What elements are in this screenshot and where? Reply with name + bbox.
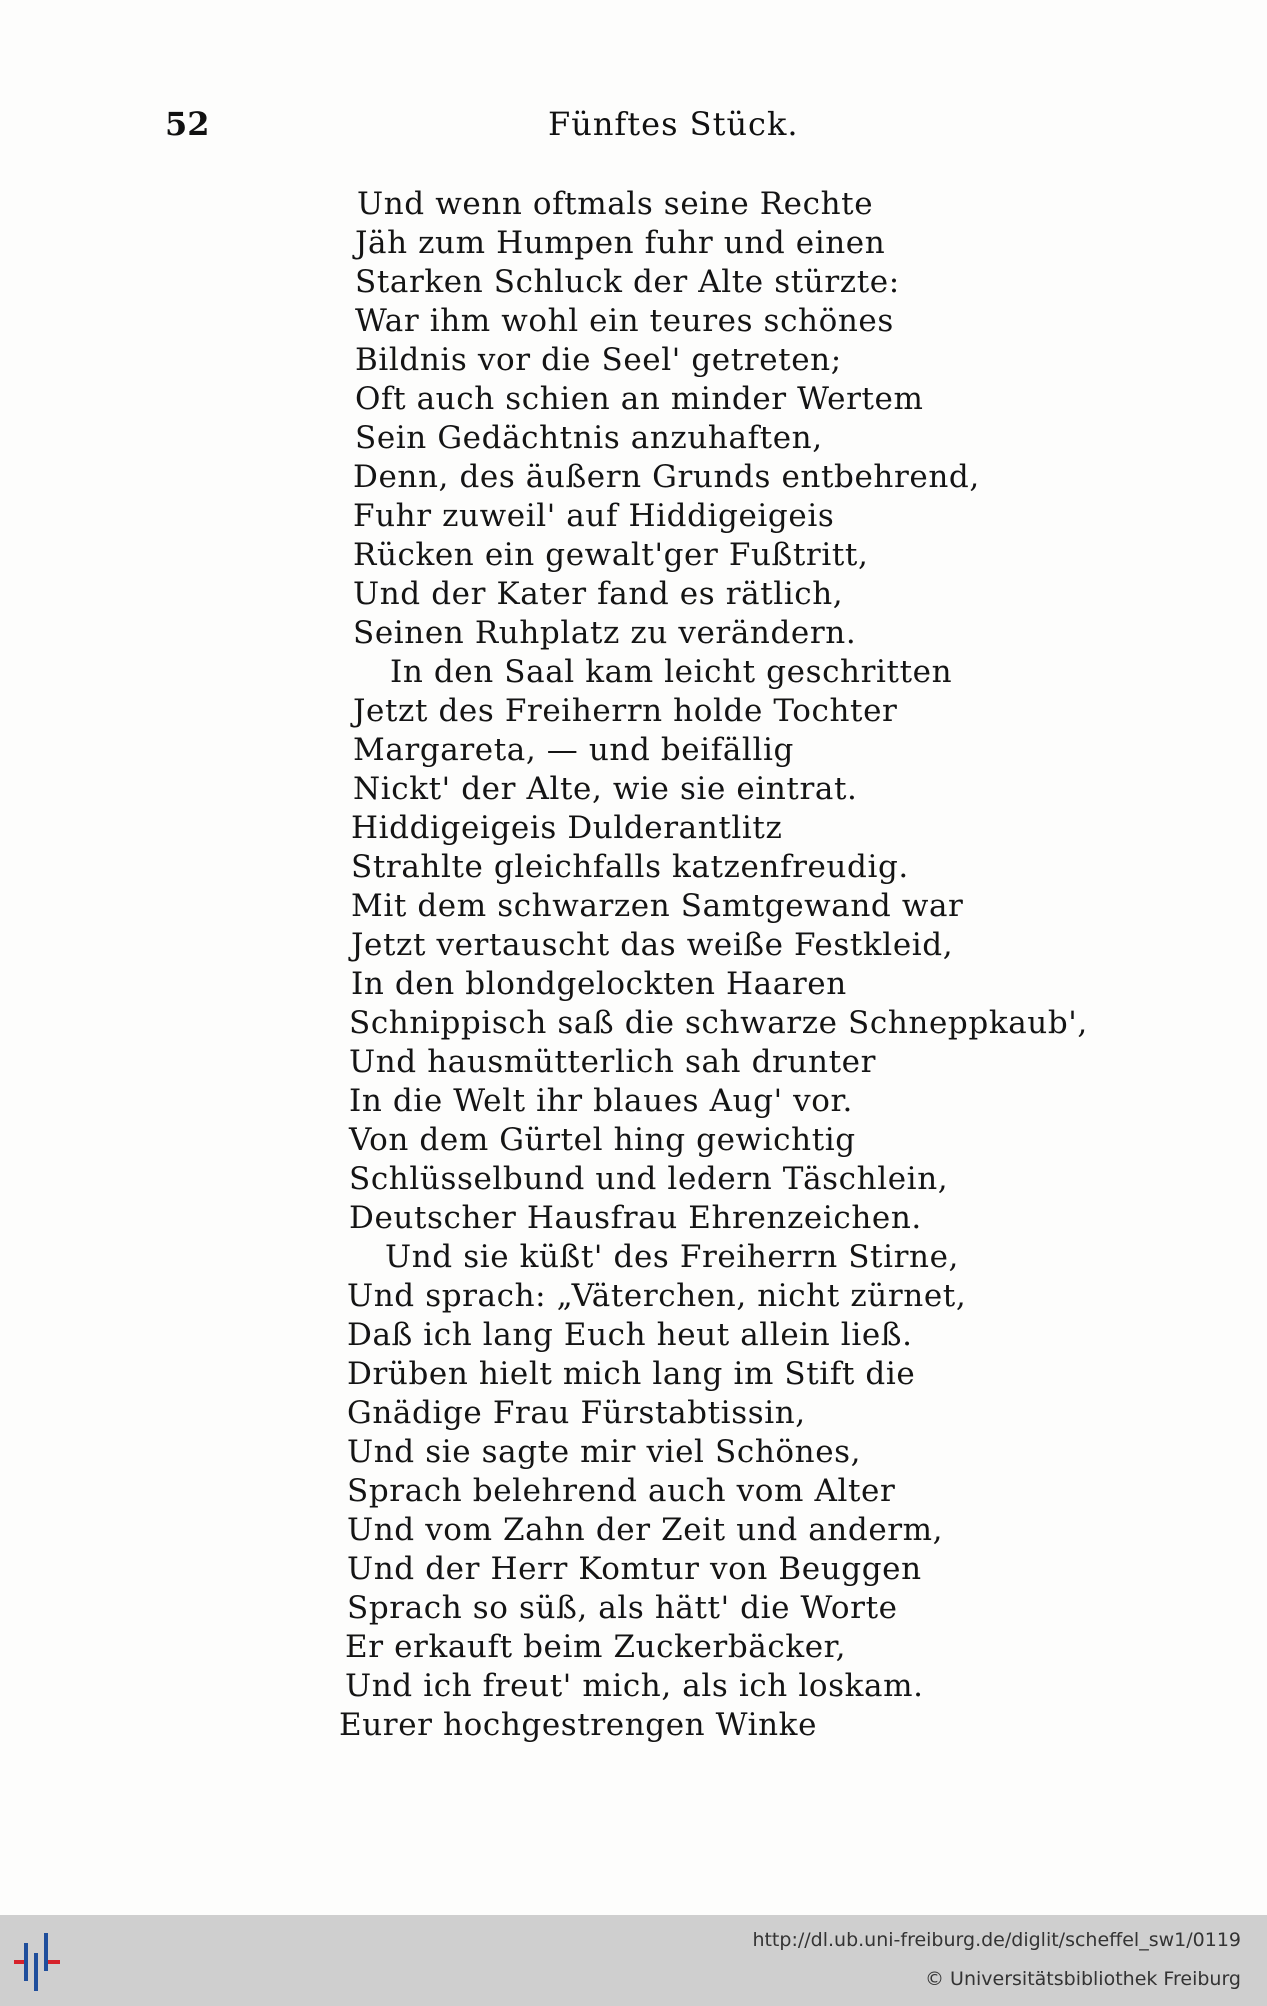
verse-line: Jetzt vertauscht das weiße Festkleid, — [351, 927, 954, 963]
verse-line: Mit dem schwarzen Samtgewand war — [351, 888, 964, 924]
verse-line: Sein Gedächtnis anzuhaften, — [355, 420, 823, 456]
verse-line: Und sprach: „Väterchen, nicht zürnet, — [347, 1278, 967, 1314]
verse-line: Und der Herr Komtur von Beuggen — [347, 1551, 922, 1587]
verse-line: Jäh zum Humpen fuhr und einen — [355, 225, 886, 261]
verse-line: Und der Kater fand es rätlich, — [353, 576, 844, 612]
verse-line: Schnippisch saß die schwarze Schneppkaub', — [349, 1005, 1088, 1041]
verse-line: In den Saal kam leicht geschritten — [390, 654, 953, 690]
verse-line: War ihm wohl ein teures schönes — [355, 303, 894, 339]
verse-line: Und vom Zahn der Zeit und anderm, — [347, 1512, 944, 1548]
verse-line: Jetzt des Freiherrn holde Tochter — [353, 693, 898, 729]
verse-line: Gnädige Frau Fürstabtissin, — [347, 1395, 806, 1431]
verse-line: Rücken ein gewalt'ger Fußtritt, — [353, 537, 869, 573]
verse-line: Und wenn oftmals seine Rechte — [357, 186, 874, 222]
verse-line: Von dem Gürtel hing gewichtig — [349, 1122, 856, 1158]
verse-line: Nickt' der Alte, wie sie eintrat. — [353, 771, 858, 807]
verse-line: Fuhr zuweil' auf Hiddigeigeis — [353, 498, 835, 534]
page-number: 52 — [165, 105, 210, 143]
verse-line: Sprach so süß, als hätt' die Worte — [347, 1590, 898, 1626]
verse-line: Oft auch schien an minder Wertem — [355, 381, 924, 417]
verse-line: Starken Schluck der Alte stürzte: — [355, 264, 900, 300]
source-url-link[interactable]: http://dl.ub.uni-freiburg.de/diglit/scheffel_sw1/0119 — [752, 1929, 1241, 1951]
viewer-footer — [0, 1915, 1267, 2006]
verse-line: Schlüsselbund und ledern Täschlein, — [349, 1161, 949, 1197]
ub-freiburg-logo-icon — [14, 1933, 74, 1991]
copyright-notice: © Universitätsbibliothek Freiburg — [925, 1968, 1241, 1990]
verse-line: Sprach belehrend auch vom Alter — [347, 1473, 896, 1509]
verse-line: Drüben hielt mich lang im Stift die — [347, 1356, 916, 1392]
verse-line: Deutscher Hausfrau Ehrenzeichen. — [349, 1200, 922, 1236]
verse-line: Und ich freut' mich, als ich loskam. — [345, 1668, 924, 1704]
verse-line: Denn, des äußern Grunds entbehrend, — [353, 459, 980, 495]
verse-line: Seinen Ruhplatz zu verändern. — [353, 615, 857, 651]
verse-line: Eurer hochgestrengen Winke — [339, 1707, 818, 1743]
verse-line: Und sie sagte mir viel Schönes, — [347, 1434, 862, 1470]
verse-line: Er erkauft beim Zuckerbäcker, — [345, 1629, 847, 1665]
verse-line: In den blondgelockten Haaren — [351, 966, 847, 1002]
verse-line: Und sie küßt' des Freiherrn Stirne, — [385, 1239, 960, 1275]
verse-line: Bildnis vor die Seel' getreten; — [355, 342, 842, 378]
verse-line: Margareta, — und beifällig — [353, 732, 794, 768]
verse-line: Strahlte gleichfalls katzenfreudig. — [351, 849, 909, 885]
verse-line: In die Welt ihr blaues Aug' vor. — [349, 1083, 854, 1119]
verse-line: Und hausmütterlich sah drunter — [349, 1044, 876, 1080]
verse-line: Daß ich lang Euch heut allein ließ. — [347, 1317, 913, 1353]
verse-line: Hiddigeigeis Dulderantlitz — [351, 810, 783, 846]
running-head: Fünftes Stück. — [548, 105, 799, 143]
